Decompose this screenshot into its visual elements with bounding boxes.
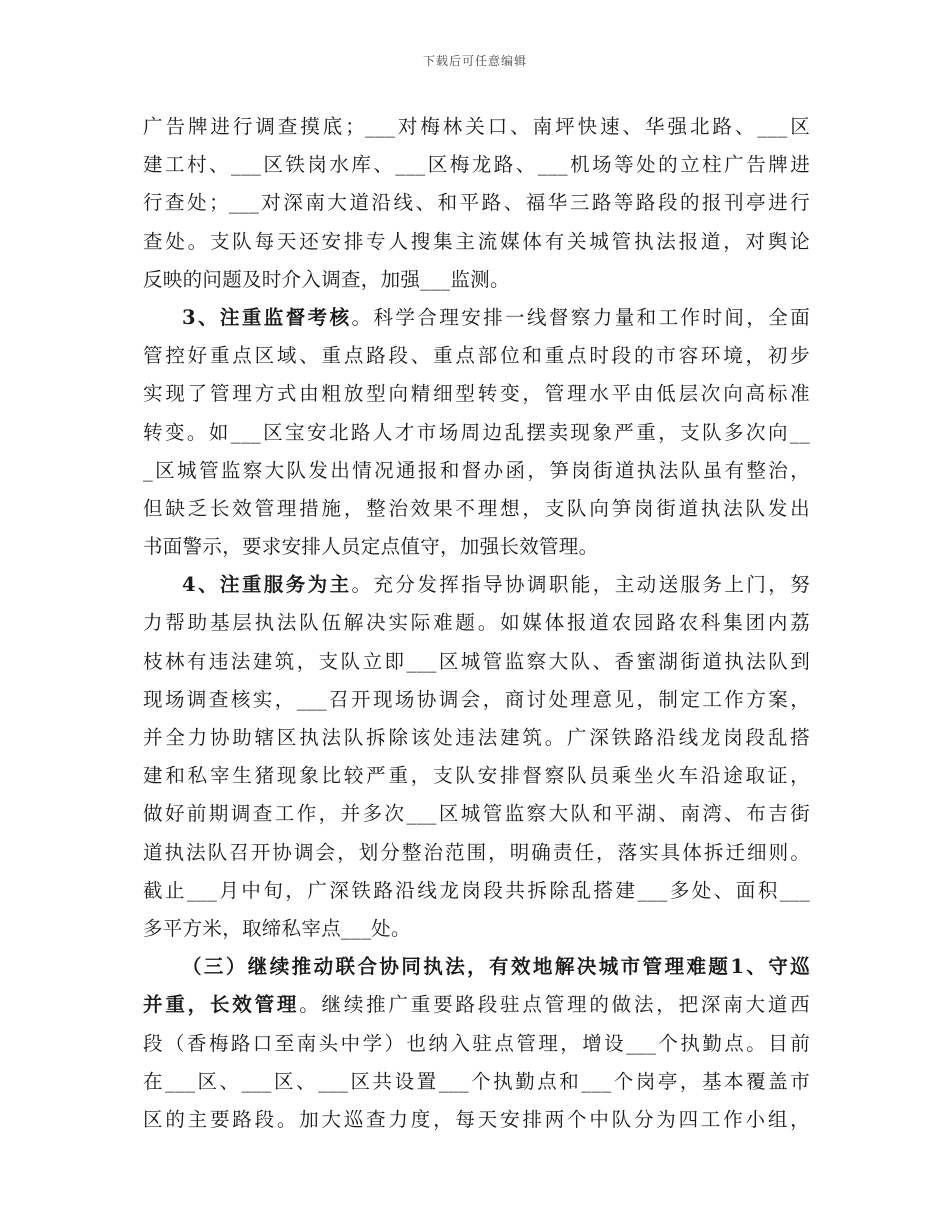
text-line: 转变。如___区宝安北路人才市场周边乱摆卖现象严重，支队多次向__	[143, 420, 810, 444]
text-run: 。科学合理安排一线督察力量和工作时间，全面	[351, 305, 810, 329]
document-body	[143, 108, 810, 1139]
text-line: 反映的问题及时介入调查，加强___监测。	[143, 267, 510, 291]
text-line: 道执法队召开协调会，划分整治范围，明确责任，落实具体拆迁细则。	[143, 840, 810, 864]
text-run: 。继续推广重要路段驻点管理的做法，把深南大道西	[299, 993, 810, 1017]
text-line	[143, 986, 810, 1024]
section-heading: （三）继续推动联合协同执法，有效地解决城市管理难题1、守巡	[182, 955, 810, 979]
text-line: 并全力协助辖区执法队拆除该处违法建筑。广深铁路沿线龙岗段乱搭	[143, 726, 810, 749]
text-line: 建和私宰生猪现象比较严重，支队安排督察队员乘坐火车沿途取证，	[143, 764, 810, 788]
text-line: 截止___月中旬，广深铁路沿线龙岗段共拆除乱搭建___多处、面积___	[143, 878, 810, 902]
text-line	[143, 299, 810, 337]
paragraph-4	[143, 948, 810, 1139]
text-line: 在___区、___区、___区共设置___个执勤点和___个岗亭，基本覆盖市	[143, 1069, 810, 1093]
text-line: 多平方米，取缔私宰点___处。	[143, 916, 411, 940]
text-line: _区城管监察大队发出情况通报和督办函，笋岗街道执法队虽有整治，	[143, 458, 810, 482]
paragraph-3	[143, 566, 810, 948]
text-line: 区的主要路段。加大巡查力度，每天安排两个中队分为四工作小组，	[143, 1107, 810, 1131]
text-line: 行查处；___对深南大道沿线、和平路、福华三路等路段的报刊亭进行	[143, 191, 810, 215]
page-header: 下载后可任意编辑	[422, 54, 527, 68]
text-line: 查处。支队每天还安排专人搜集主流媒体有关城管执法报道，对舆论	[143, 229, 810, 253]
text-line: 但缺乏长效管理措施，整治效果不理想，支队向笋岗街道执法队发出	[143, 496, 810, 520]
text-line: 管控好重点区域、重点路段、重点部位和重点时段的市容环境，初步	[143, 344, 810, 368]
paragraph-heading: 4、注重服务为主	[182, 573, 352, 597]
text-line: 枝林有违法建筑，支队立即___区城管监察大队、香蜜湖街道执法队到	[143, 649, 810, 673]
text-line: 建工村、___区铁岗水库、___区梅龙路、___机场等处的立柱广告牌进	[143, 153, 810, 177]
paragraph-heading: 3、注重监督考核	[182, 305, 352, 329]
text-line: 做好前期调查工作，并多次___区城管监察大队和平湖、南湾、布吉街	[143, 802, 810, 826]
text-line: 广告牌进行调查摸底；___对梅林关口、南坪快速、华强北路、___区	[143, 115, 810, 138]
paragraph-2	[143, 299, 810, 566]
paragraph-heading: 并重，长效管理	[143, 993, 300, 1017]
text-run: 。充分发挥指导协调职能，主动送服务上门，努	[351, 573, 810, 597]
text-line: 书面警示，要求安排人员定点值守，加强长效管理。	[143, 535, 599, 559]
text-line: 力帮助基层执法队伍解决实际难题。如媒体报道农园路农科集团内荔	[143, 611, 810, 635]
paragraph-1	[143, 108, 810, 299]
text-line: 现场调查核实，___召开现场协调会，商讨处理意见，制定工作方案，	[143, 687, 810, 711]
text-line	[143, 566, 810, 604]
text-line: 段（香梅路口至南头中学）也纳入驻点管理，增设___个执勤点。目前	[143, 1031, 810, 1055]
text-line: 实现了管理方式由粗放型向精细型转变，管理水平由低层次向高标准	[143, 382, 810, 406]
